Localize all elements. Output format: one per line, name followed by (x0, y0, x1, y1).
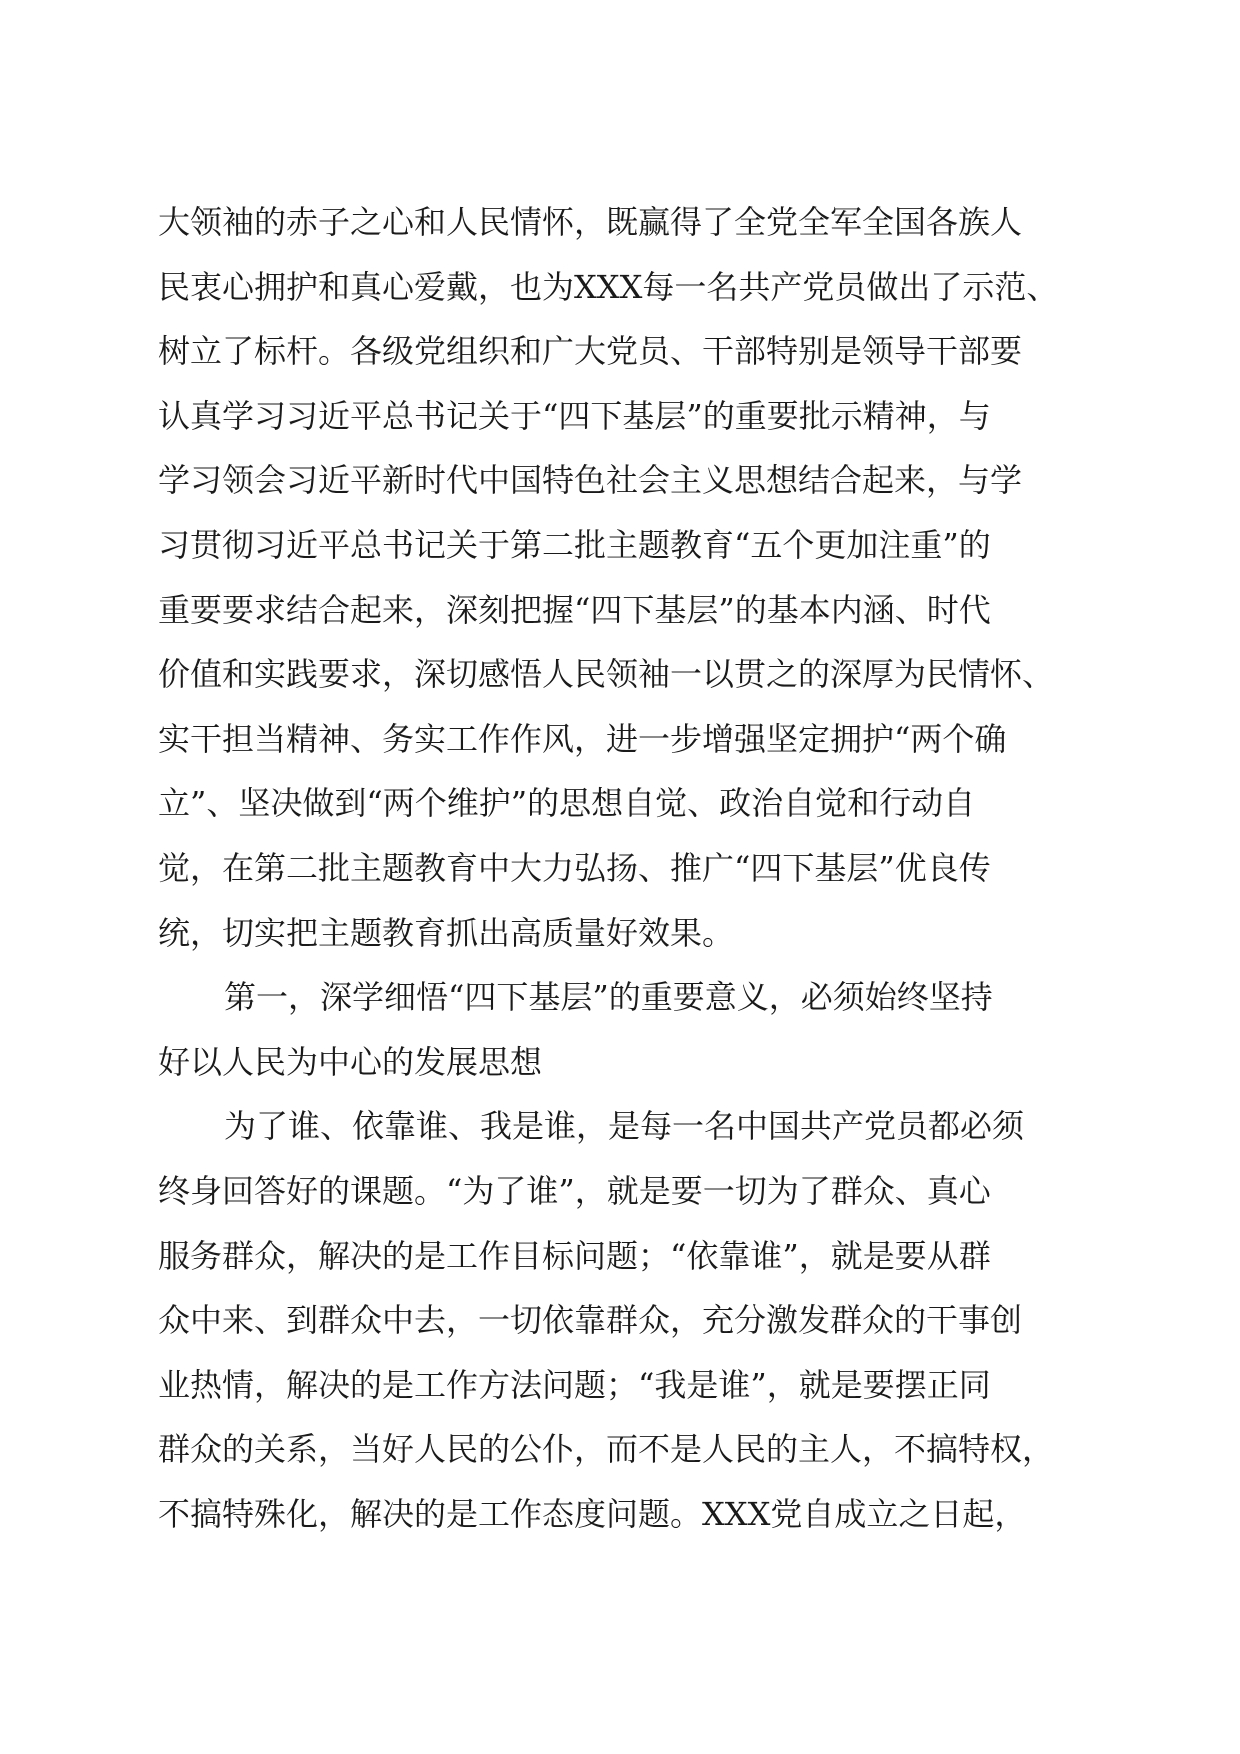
text-line: 习贯彻习近平总书记关于第二批主题教育“五个更加注重”的 (158, 525, 991, 564)
text-line: 认真学习习近平总书记关于“四下基层”的重要批示精神，与 (158, 396, 991, 435)
heading-line: 第一，深学细悟“四下基层”的重要意义，必须始终坚持 (224, 978, 993, 1017)
section-heading (158, 965, 1082, 1094)
paragraph (158, 190, 1082, 965)
paragraph (158, 1094, 1082, 1546)
text-line: 不搞特殊化，解决的是工作态度问题。XXX党自成立之日起， (158, 1494, 1027, 1533)
text-line: 价值和实践要求，深切感悟人民领袖一以贯之的深厚为民情怀、 (158, 655, 1055, 694)
heading-line: 好以人民为中心的发展思想 (158, 1042, 543, 1081)
text-line: 终身回答好的课题。“为了谁”，就是要一切为了群众、真心 (158, 1171, 991, 1210)
text-line: 服务群众，解决的是工作目标问题；“依靠谁”，就是要从群 (158, 1236, 991, 1275)
text-line: 民衷心拥护和真心爱戴，也为XXX每一名共产党员做出了示范、 (158, 267, 1059, 306)
text-line: 群众的关系，当好人民的公仆，而不是人民的主人，不搞特权， (158, 1430, 1055, 1469)
text-line: 众中来、到群众中去，一切依靠群众，充分激发群众的干事创 (158, 1301, 1023, 1340)
document-body (158, 190, 1082, 1546)
text-line: 大领袖的赤子之心和人民情怀，既赢得了全党全军全国各族人 (158, 203, 1023, 241)
text-line: 重要要求结合起来，深刻把握“四下基层”的基本内涵、时代 (158, 590, 991, 629)
text-line: 统，切实把主题教育抓出高质量好效果。 (158, 913, 735, 952)
text-line: 树立了标杆。各级党组织和广大党员、干部特别是领导干部要 (158, 332, 1023, 371)
text-line: 立”、坚决做到“两个维护”的思想自觉、政治自觉和行动自 (158, 784, 976, 823)
text-line: 实干担当精神、务实工作作风，进一步增强坚定拥护“两个确 (158, 719, 1007, 758)
text-line: 学习领会习近平新时代中国特色社会主义思想结合起来，与学 (158, 461, 1023, 500)
text-line: 业热情，解决的是工作方法问题；“我是谁”，就是要摆正同 (158, 1365, 991, 1404)
text-line: 为了谁、依靠谁、我是谁，是每一名中国共产党员都必须 (224, 1107, 1025, 1146)
text-line: 觉，在第二批主题教育中大力弘扬、推广“四下基层”优良传 (158, 848, 991, 887)
